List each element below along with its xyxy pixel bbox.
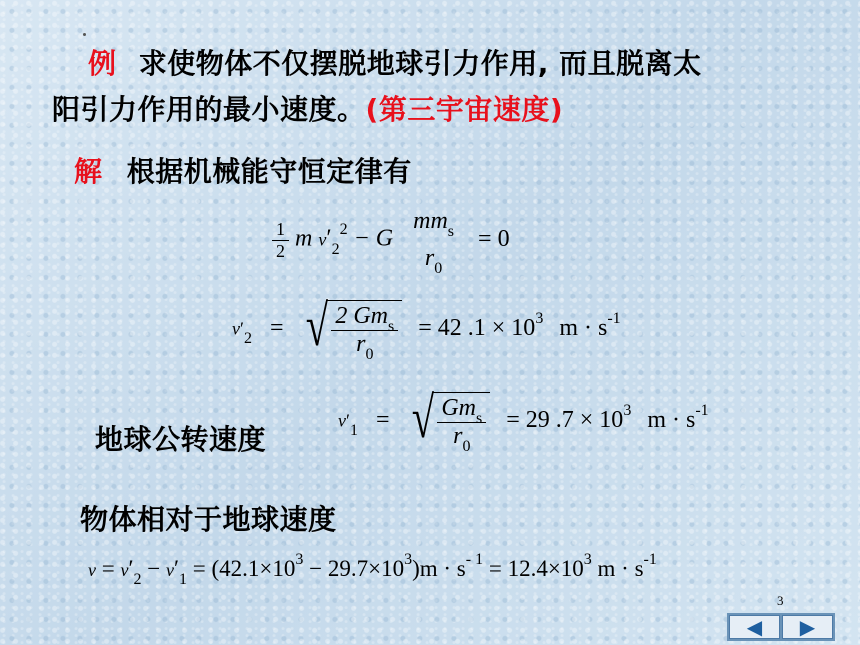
v1-unit: m · s	[647, 406, 696, 433]
term1-exponent: 3	[295, 551, 304, 568]
fraction-2gms-r0	[331, 303, 398, 363]
problem-text-2: 阳引力作用的最小速度。	[52, 93, 366, 126]
equals-zero: = 0	[478, 225, 510, 252]
half-numerator: 1	[272, 219, 289, 241]
problem-line-2	[52, 88, 563, 128]
v-rel-result: = 12.4×10	[483, 556, 584, 581]
half-denominator: 2	[276, 240, 285, 261]
section-earth-orbit: 地球公转速度	[95, 423, 267, 456]
2gm-symbol: 2 Gm	[335, 303, 388, 329]
r0-subscript: 0	[365, 346, 374, 363]
v-rel-term1: = (42.1×10	[187, 556, 296, 581]
v-rel-equals: =	[96, 556, 121, 581]
v2-subscript: 2	[243, 329, 252, 347]
solution-text: 根据机械能守恒定律有	[126, 155, 412, 188]
r0-symbol: r	[356, 331, 366, 357]
v-symbol: v	[318, 229, 327, 250]
v2-equals: =	[269, 314, 284, 341]
problem-label: 例	[88, 47, 117, 80]
r0-symbol-2: r	[453, 423, 463, 449]
v2-exponent: 3	[535, 309, 544, 327]
superscript-2: 2	[339, 220, 348, 238]
problem-note: (第三宇宙速度)	[365, 93, 564, 126]
fraction-mms-r0	[409, 208, 458, 277]
v1-unit-exponent: -1	[695, 401, 709, 419]
v1-equals: =	[375, 406, 390, 433]
gm-symbol: Gm	[441, 395, 476, 421]
fraction-half	[272, 219, 289, 262]
v2-rel-symbol: v	[120, 560, 129, 580]
gm-subscript: s	[476, 410, 483, 427]
v-rel-minus: −	[141, 556, 166, 581]
equation-v2	[232, 293, 621, 363]
s-subscript: s	[447, 223, 455, 240]
page-number: 3	[777, 593, 784, 608]
solution-line	[74, 150, 412, 190]
sqrt-v1: √ $\frac{Gm_s}{r_0}$	[407, 392, 490, 450]
2gm-subscript: s	[388, 318, 395, 335]
solution-label: 解	[74, 155, 103, 188]
prime-mark: ′	[326, 225, 332, 252]
v2-result: = 42 .1 × 10	[418, 314, 536, 341]
arrow-right-icon: ▶	[799, 615, 816, 639]
prev-slide-button[interactable]	[729, 615, 780, 639]
term2-exponent: 3	[404, 551, 413, 568]
subscript-2: 2	[331, 240, 340, 258]
v2-prime: ′	[240, 318, 244, 339]
slide-nav-bar	[727, 613, 835, 641]
stray-dot	[83, 33, 86, 36]
v2-rel-subscript: 2	[133, 571, 142, 588]
r0-subscript-2: 0	[462, 438, 471, 455]
v2-unit: m · s	[559, 314, 608, 341]
problem-line-1	[88, 42, 702, 82]
v-rel-unit2: m · s	[591, 556, 644, 581]
minus-g: − G	[353, 225, 394, 252]
v1-rel-subscript: 1	[179, 571, 188, 588]
v1-prime: ′	[346, 410, 350, 431]
r-symbol: r	[424, 245, 435, 271]
mm-symbol: mm	[413, 208, 448, 234]
unit1-exponent: - 1	[465, 551, 484, 568]
v-rel-symbol: v	[88, 560, 96, 580]
mass-symbol: m	[295, 225, 313, 252]
v-rel-unit1: )m · s	[412, 556, 466, 581]
v2-unit-exponent: -1	[607, 309, 621, 327]
v1-rel-prime: ′	[174, 556, 180, 581]
v1-exponent: 3	[623, 401, 632, 419]
v1-result: = 29 .7 × 10	[506, 406, 624, 433]
result-exponent: 3	[583, 551, 592, 568]
section-relative-speed: 物体相对于地球速度	[80, 503, 337, 536]
equation-v1	[338, 385, 709, 455]
arrow-left-icon: ◀	[746, 615, 763, 639]
unit2-exponent: -1	[643, 551, 657, 568]
problem-text-1: 求使物体不仅摆脱地球引力作用, 而且脱离太	[138, 47, 702, 80]
zero-subscript: 0	[434, 260, 443, 277]
v1-rel-symbol: v	[166, 560, 174, 580]
sqrt-v2: √ $\frac{2 Gm_s}{r_0}$	[301, 300, 402, 358]
v2-symbol: v	[232, 318, 240, 339]
next-slide-button[interactable]	[782, 615, 833, 639]
equation-energy	[272, 208, 510, 277]
fraction-gms-r0	[437, 395, 486, 455]
v-rel-term2: − 29.7×10	[303, 556, 405, 581]
v1-symbol: v	[338, 410, 346, 431]
equation-relative	[88, 551, 657, 588]
v2-rel-prime: ′	[128, 556, 134, 581]
v1-subscript: 1	[349, 421, 358, 439]
